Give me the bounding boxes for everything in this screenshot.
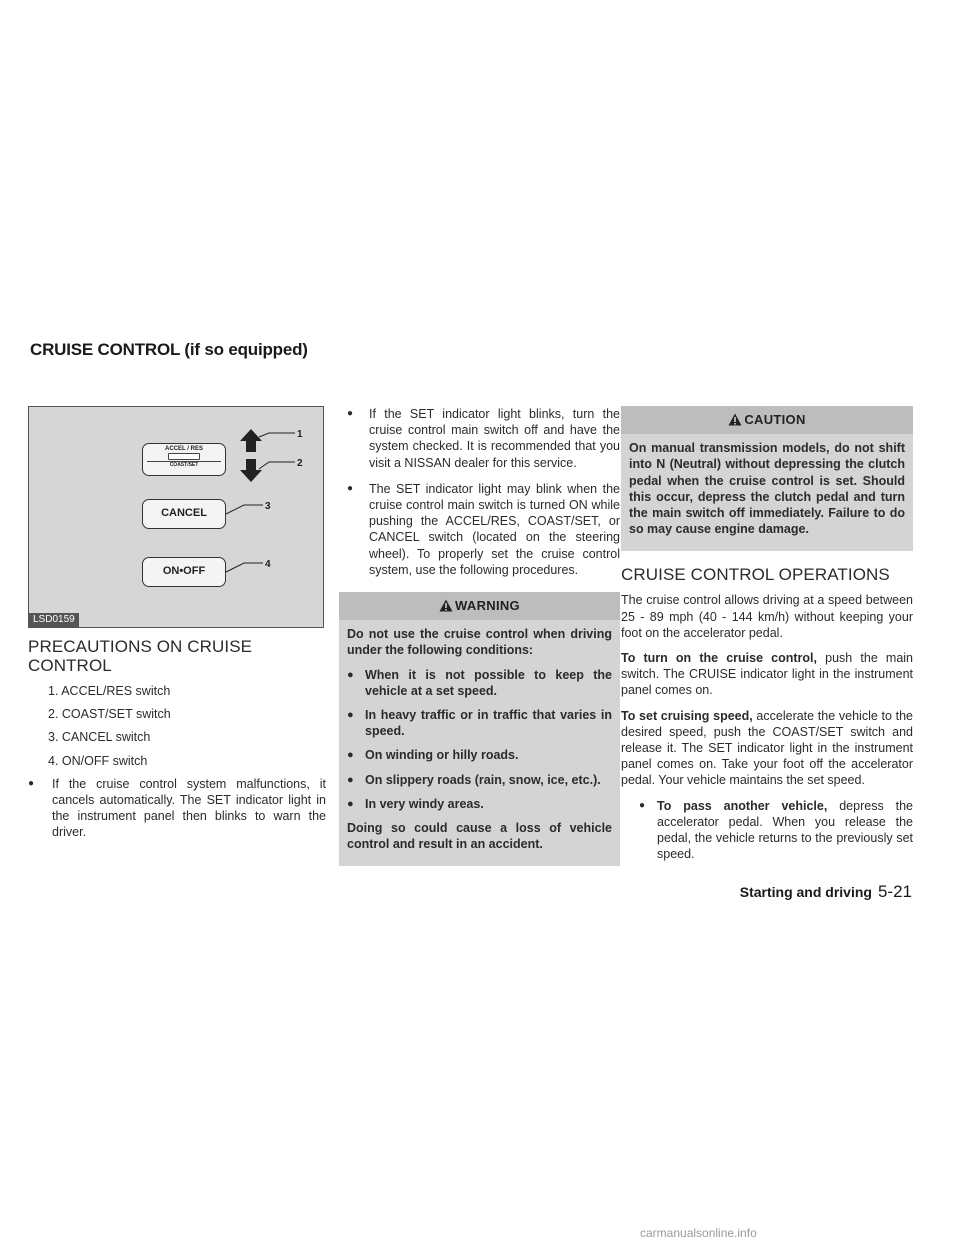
coast-set-label: COAST/SET [147, 461, 221, 468]
warning-intro: Do not use the cruise control when driving under the following conditions: [347, 627, 612, 658]
caution-text: On manual transmission models, do not shift into N (Neutral) without depressing the clutch pedal when the cruise control is set. Should this occur, depress the clutch pedal and turn the main switch off immediately. Failure to do so may cause engine damage. [629, 441, 905, 537]
operations-heading: CRUISE CONTROL OPERATIONS [621, 565, 890, 585]
turn-on-text: push the main switch. The CRUISE indicator light in the instrument panel comes on. [621, 651, 914, 698]
down-arrow-icon [240, 459, 262, 482]
operations-intro: The cruise control allows driving at a speed between 25 - 89 mph (40 - 144 km/h) without keeping your foot on the accelerator pedal. [621, 593, 913, 640]
set-speed-text: accelerate the vehicle to the desired speed, push the COAST/SET switch and release it. The SET indicator light in the instrument panel comes on. Take your foot off the accelerator pedal. Your vehicle maintains the set speed. [621, 708, 913, 788]
bullet-set-may-blink: ● The SET indicator light may blink when the cruise control main switch is turned ON while pushing the ACCEL/RES, COAST/SET, or CANCEL switch (located on the steering wheel). To properly set the cruise control system, use the following procedures. [347, 481, 620, 578]
warning-title-text: WARNING [455, 598, 520, 614]
callout-4: 4 [265, 559, 271, 570]
warning-triangle-icon [439, 599, 453, 612]
column-middle [339, 406, 620, 866]
callout-lines [29, 407, 323, 627]
warning-box [339, 592, 620, 866]
set-speed-lead: To set cruising speed, [621, 708, 753, 723]
list-item: ● When it is not possible to keep the vehicle at a set speed. [347, 667, 612, 699]
caution-title-text: CAUTION [744, 412, 806, 427]
warning-title [339, 592, 620, 620]
list-item: 4. ON/OFF switch [48, 753, 148, 768]
pass-vehicle-bullet [639, 798, 913, 863]
section-title: CRUISE CONTROL (if so equipped) [30, 340, 308, 359]
switch-list [28, 683, 326, 769]
caution-title [621, 406, 913, 434]
bullet-malfunction: ● If the cruise control system malfunctions, it cancels automatically. The SET indicator light in the instrument panel then blinks to warn the driver. [28, 776, 326, 841]
list-item: ● In very windy areas. [347, 796, 612, 812]
list-item: 2. COAST/SET switch [48, 707, 171, 722]
list-item: ● On slippery roads (rain, snow, ice, etc.). [347, 772, 612, 788]
caution-triangle-icon [728, 413, 742, 426]
up-arrow-icon [240, 429, 262, 452]
watermark: carmanualsonline.info [640, 1226, 757, 1240]
list-item: ● In heavy traffic or in traffic that varies in speed. [347, 707, 612, 739]
callout-3: 3 [265, 501, 271, 512]
callout-1: 1 [297, 429, 303, 440]
onoff-switch-illustration: ON•OFF [142, 557, 226, 587]
page-number: 5-21 [877, 882, 912, 901]
cruise-switch-figure [28, 406, 324, 628]
pass-lead: To pass another vehicle, [657, 798, 828, 813]
cancel-switch-illustration: CANCEL [142, 499, 226, 529]
footer-section: Starting and driving [739, 884, 872, 900]
accel-res-label: ACCEL / RES [165, 446, 203, 452]
precautions-heading: PRECAUTIONS ON CRUISE CONTROL [28, 637, 253, 675]
list-item: 1. ACCEL/RES switch [48, 684, 171, 698]
column-right [621, 406, 913, 872]
caution-box [621, 406, 913, 551]
bullet-set-blinks: ● If the SET indicator light blinks, turn the cruise control main switch off and have the system checked. It is recommended that you visit a NISSAN dealer for this service. [347, 406, 620, 471]
list-item: 3. CANCEL switch [48, 730, 151, 745]
callout-2: 2 [297, 458, 303, 469]
set-speed-paragraph [621, 708, 913, 789]
pass-text: depress the accelerator pedal. When you release the pedal, the vehicle returns to the previously set speed. [657, 798, 914, 862]
list-item: ● On winding or hilly roads. [347, 747, 612, 763]
turn-on-lead: To turn on the cruise control, [621, 651, 818, 666]
figure-label: LSD0159 [29, 613, 79, 627]
column-left [28, 406, 326, 851]
turn-on-paragraph [621, 650, 913, 699]
page-footer [740, 882, 912, 902]
warning-outro: Doing so could cause a loss of vehicle control and result in an accident. [347, 821, 612, 852]
